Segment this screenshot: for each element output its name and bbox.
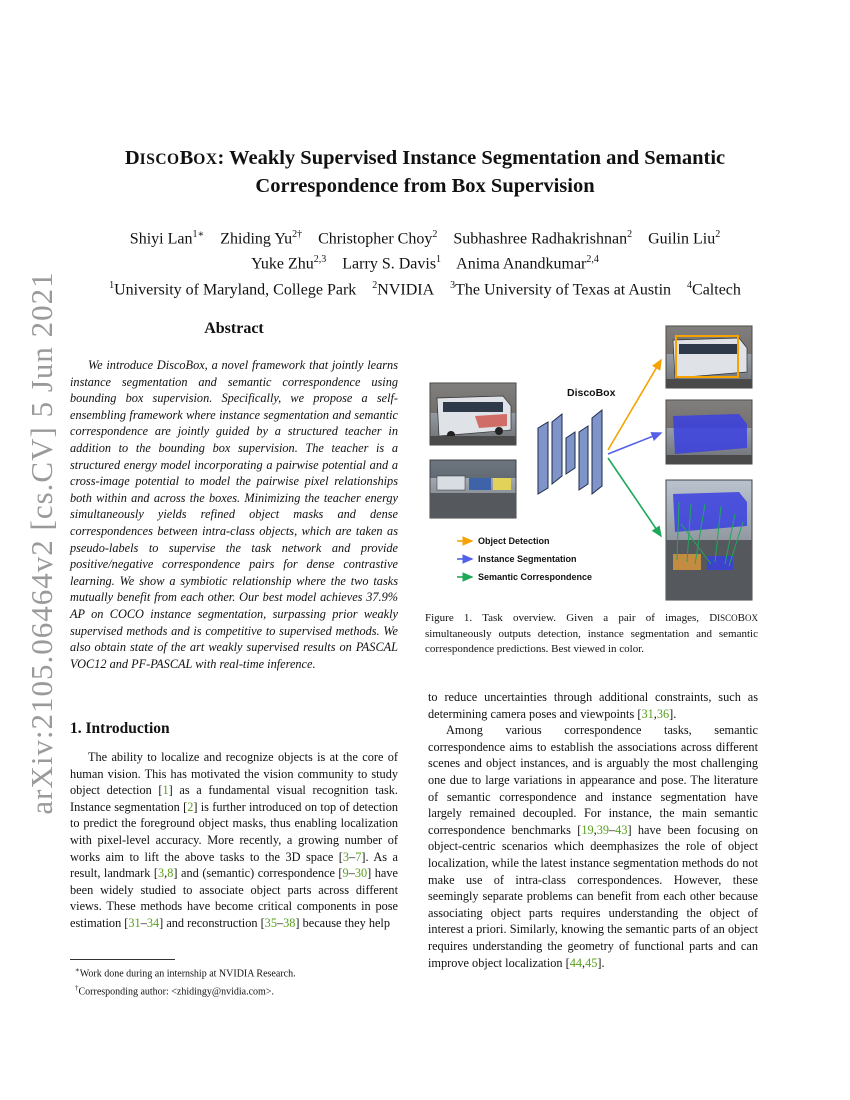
arxiv-identifier: arXiv:2105.06464v2 [cs.CV] 5 Jun 2021 — [24, 271, 59, 815]
footnote-1: ∗Work done during an internship at NVIDIA Research. — [75, 966, 296, 980]
citation-link[interactable]: 44 — [569, 955, 582, 970]
citation-link[interactable]: 36 — [656, 706, 670, 721]
citation-link[interactable]: 34 — [146, 915, 160, 930]
figure-canvas — [425, 318, 760, 608]
introduction-paragraph: The ability to localize and recognize objects is at the core of human vision. This has motivated the vision community to study object detection [1] as a fundamental visual recognition task. Instance segmentation [2] is further introduced on top of detection to predict the foreground object masks, thus enabling localization with pixel-level accuracy. More recently, a growing number of works aim to lift the above tasks to the 3D space [3–7]. As a result, landmark [3,8] and (semantic) correspondence [9–30] have been widely studied to associate object parts across different views. These methods have become critical components in pose estimation [31–34] and reconstruction [35–38] because they help — [70, 750, 399, 930]
output-detection — [666, 326, 752, 388]
network-diagram — [538, 410, 602, 494]
network-label: DiscoBox — [567, 387, 616, 399]
citation-link[interactable]: 45 — [585, 955, 598, 970]
affiliations: $^1$University of Maryland, College Park $^2$NVIDIA $^3$The University of Texas at Austin $^4$Caltech — [109, 279, 741, 298]
figure-caption: Figure 1. Task overview. Given a pair of images, DISCOBOX simultaneously outputs detection, instance segmentation and semantic correspondence predictions. Best viewed in color. — [425, 612, 758, 655]
output-semantic-correspondence — [666, 480, 752, 600]
citation-link[interactable]: 3 — [342, 849, 350, 864]
citation-link[interactable]: 38 — [283, 915, 296, 930]
author-line-1: Shiyi Lan$^{1∗}$ Zhiding $Yu^{2\dagger}$ Christopher Choy$^2$ Subhashree Radhakrishnan$^2$ Guilin Liu$^2$ — [129, 229, 721, 248]
right-column-text — [428, 689, 758, 971]
section-heading-introduction: 1. Introduction — [70, 720, 170, 737]
citation-link[interactable]: 39 — [596, 822, 610, 837]
author-line-2: Yuke Zhu$^{2,3}$ Larry S. Davis$^1$ Anima Anandkumar$^{2,4}$ — [251, 254, 599, 273]
abstract-heading: Abstract — [204, 320, 264, 337]
author-block — [60, 224, 790, 300]
citation-link[interactable]: 3 — [158, 866, 165, 881]
legend-label-instance: Instance Segmentation — [478, 554, 577, 564]
citation-link[interactable]: 30 — [354, 866, 368, 881]
figure-task-overview — [425, 318, 760, 608]
footnote-2: †Corresponding author: <zhidingy@nvidia.com>. — [75, 984, 274, 998]
arrow-semantic — [608, 458, 661, 536]
citation-link[interactable]: 2 — [187, 799, 194, 814]
output-instance-segmentation — [666, 400, 752, 464]
citation-link[interactable]: 1 — [162, 783, 169, 798]
citation-link[interactable]: 19 — [581, 822, 594, 837]
abstract-text: We introduce DiscoBox, a novel framework that jointly learns instance segmentation and semantic correspondence using bounding box supervision. Specifically, we propose a self-ensembling framework where instance segmentation and semantic correspondence are jointly guided by a structured teacher in addition to the bounding box supervision. The teacher is a structured energy model incorporating a pairwise potential and a cross-image potential to model the pairwise pixel relationships both within and across the boxes. Minimizing the teacher energy simultaneously yields refined object masks and dense correspondences between intra-class objects, which are taken as pseudo-labels to supervise the task network and provide positive/negative correspondence pairs for dense contrastive learning. We show a symbiotic relationship where the two tasks mutually benefit from each other. Our best model achieves 37.9% AP on COCO instance segmentation, surpassing prior weakly supervised methods and is competitive to supervised methods. We also obtain state of the art weakly supervised results on PASCAL VOC12 and PF-PASCAL with real-time inference. — [70, 358, 398, 671]
citation-link[interactable]: 35 — [264, 915, 277, 930]
legend-label-semantic: Semantic Correspondence — [478, 572, 593, 582]
citation-link[interactable]: 43 — [615, 822, 628, 837]
citation-link[interactable]: 7 — [355, 849, 362, 864]
citation-link[interactable]: 31 — [641, 706, 654, 721]
citation-link[interactable]: 9 — [342, 866, 349, 881]
paragraph-continued: to reduce uncertainties through additional constraints, such as determining camera poses and viewpoints [31,36]. — [428, 690, 758, 721]
input-image-parking — [430, 460, 516, 518]
paragraph-semantic-correspondence: Among various correspondence tasks, semantic correspondence aims to establish the associations across different scenes and object instances, and is arguably the most challenging one due to large variations in appearance and pose. The literature of semantic correspondence and instance segmentation have largely remained decoupled. For instance, the main semantic correspondence benchmarks [19,39–43] have been focusing on object-centric scenarios which deemphasizes the role of object localization, while the latest instance segmentation methods do not make use of intra-class correspondences. However, these seemingly separate problems can benefit from each other because associating object parts requires understanding the object of interest a priori. Similarly, knowing the semantic parts of an object requires understanding the geometry of functional parts and can improve object localization [44,45]. — [428, 723, 758, 970]
footnote-divider — [70, 959, 175, 960]
legend-label-detection: Object Detection — [478, 536, 550, 546]
citation-link[interactable]: 8 — [167, 866, 174, 881]
input-image-bus — [430, 383, 516, 445]
paper-title: DISCOBOX: Weakly Supervised Instance Segmentation and Semantic Correspondence from Box Supervision — [124, 147, 726, 197]
citation-link[interactable]: 31 — [128, 915, 141, 930]
footnotes — [70, 963, 400, 1000]
